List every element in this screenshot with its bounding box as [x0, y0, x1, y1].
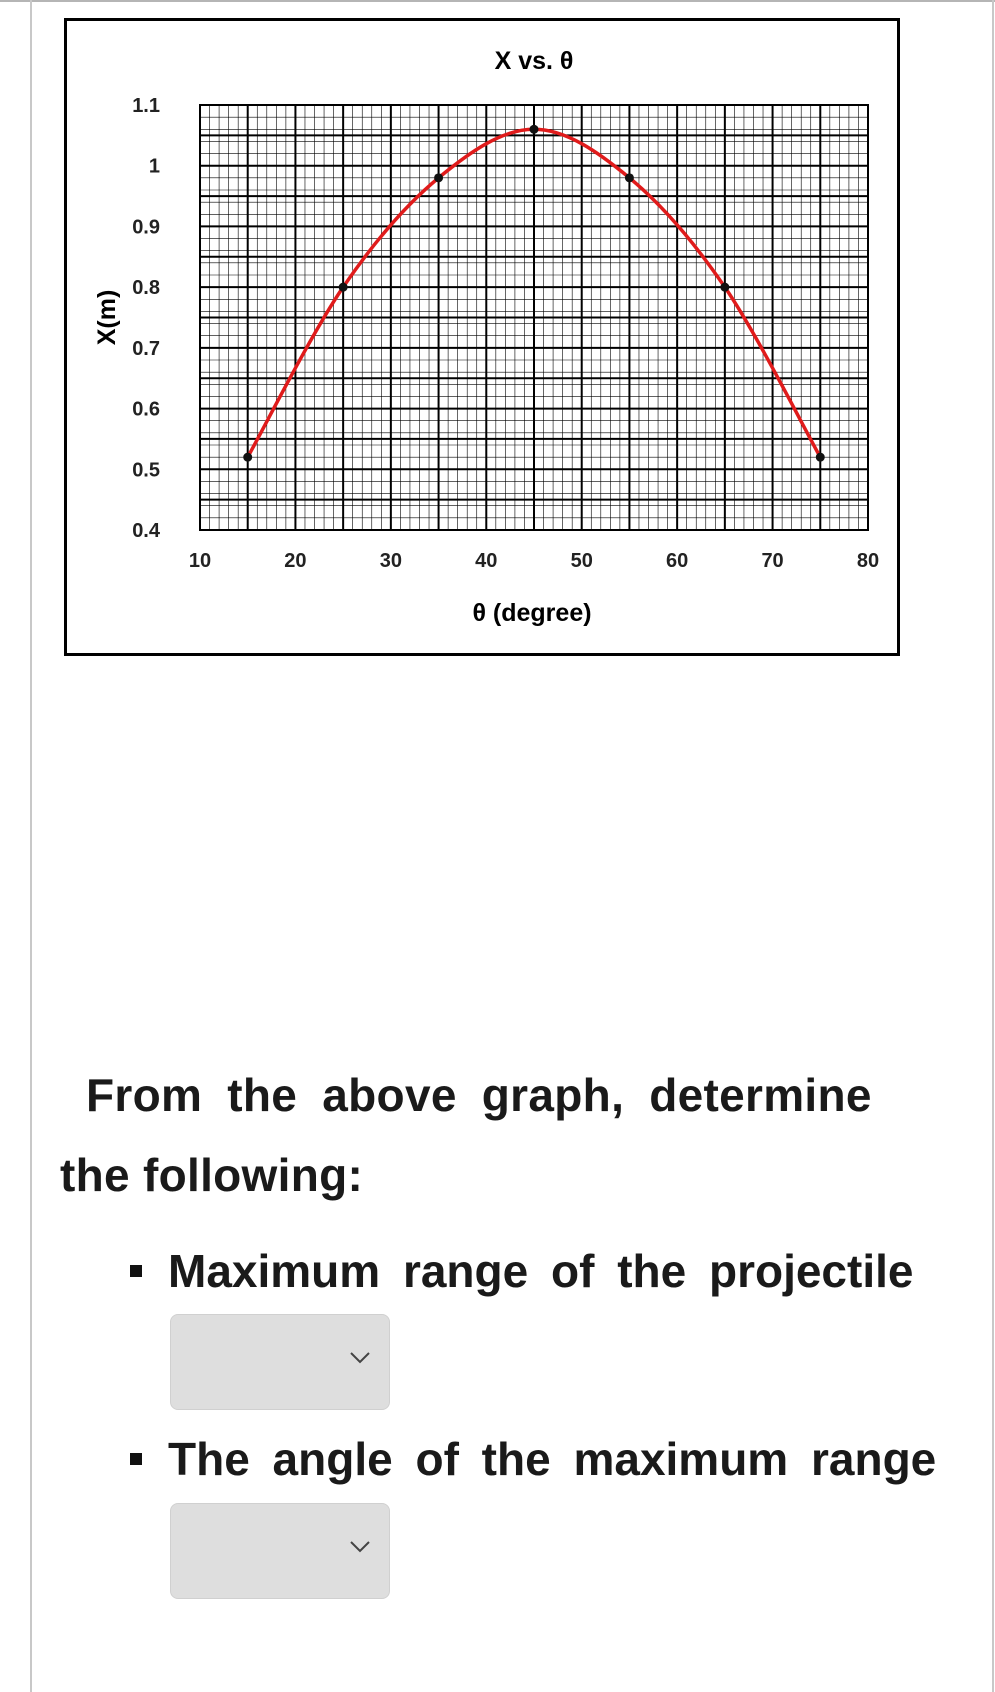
chart-title: X vs. θ [494, 47, 574, 75]
y-tick-label: 0.6 [132, 398, 160, 421]
max-angle-dropdown[interactable] [170, 1503, 390, 1599]
chevron-down-icon [349, 1351, 371, 1365]
data-point [434, 173, 443, 182]
data-point [530, 125, 539, 134]
x-tick-label: 40 [475, 550, 498, 572]
y-tick-label: 0.5 [132, 459, 160, 482]
chevron-down-icon [349, 1540, 371, 1554]
x-tick-label: 70 [761, 550, 784, 572]
question-line-2: the following: [60, 1149, 364, 1201]
y-tick-label: 0.4 [132, 520, 160, 542]
x-tick-label: 50 [570, 550, 593, 572]
y-tick-label: 1 [148, 155, 160, 178]
bullet-icon [130, 1453, 142, 1465]
question-text [60, 1055, 910, 1215]
x-tick-label: 10 [188, 550, 212, 572]
item-max-range [130, 1244, 970, 1298]
item-max-angle [130, 1432, 970, 1486]
x-tick-label: 30 [379, 550, 402, 572]
chart-svg [67, 21, 897, 653]
data-point [816, 453, 825, 462]
y-tick-label: 0.7 [132, 337, 160, 360]
data-point [243, 453, 252, 462]
data-point [720, 283, 729, 292]
data-point [625, 173, 634, 182]
y-tick-label: 0.8 [132, 277, 160, 300]
item-max-angle-label: The angle of the maximum range [168, 1433, 937, 1485]
max-range-dropdown[interactable] [170, 1314, 390, 1410]
x-axis-label: θ (degree) [472, 599, 592, 627]
x-tick-label: 60 [666, 550, 689, 572]
x-tick-label: 80 [856, 550, 880, 572]
y-axis-label: X(m) [93, 289, 121, 346]
data-point [339, 283, 348, 292]
y-tick-label: 1.1 [132, 95, 160, 117]
item-max-range-label: Maximum range of the projectile [168, 1245, 914, 1297]
chart-container [64, 18, 900, 656]
x-tick-label: 20 [284, 550, 307, 572]
question-line-1: From the above graph, determine [86, 1069, 872, 1121]
y-tick-label: 0.9 [132, 216, 160, 239]
bullet-icon [130, 1265, 142, 1277]
